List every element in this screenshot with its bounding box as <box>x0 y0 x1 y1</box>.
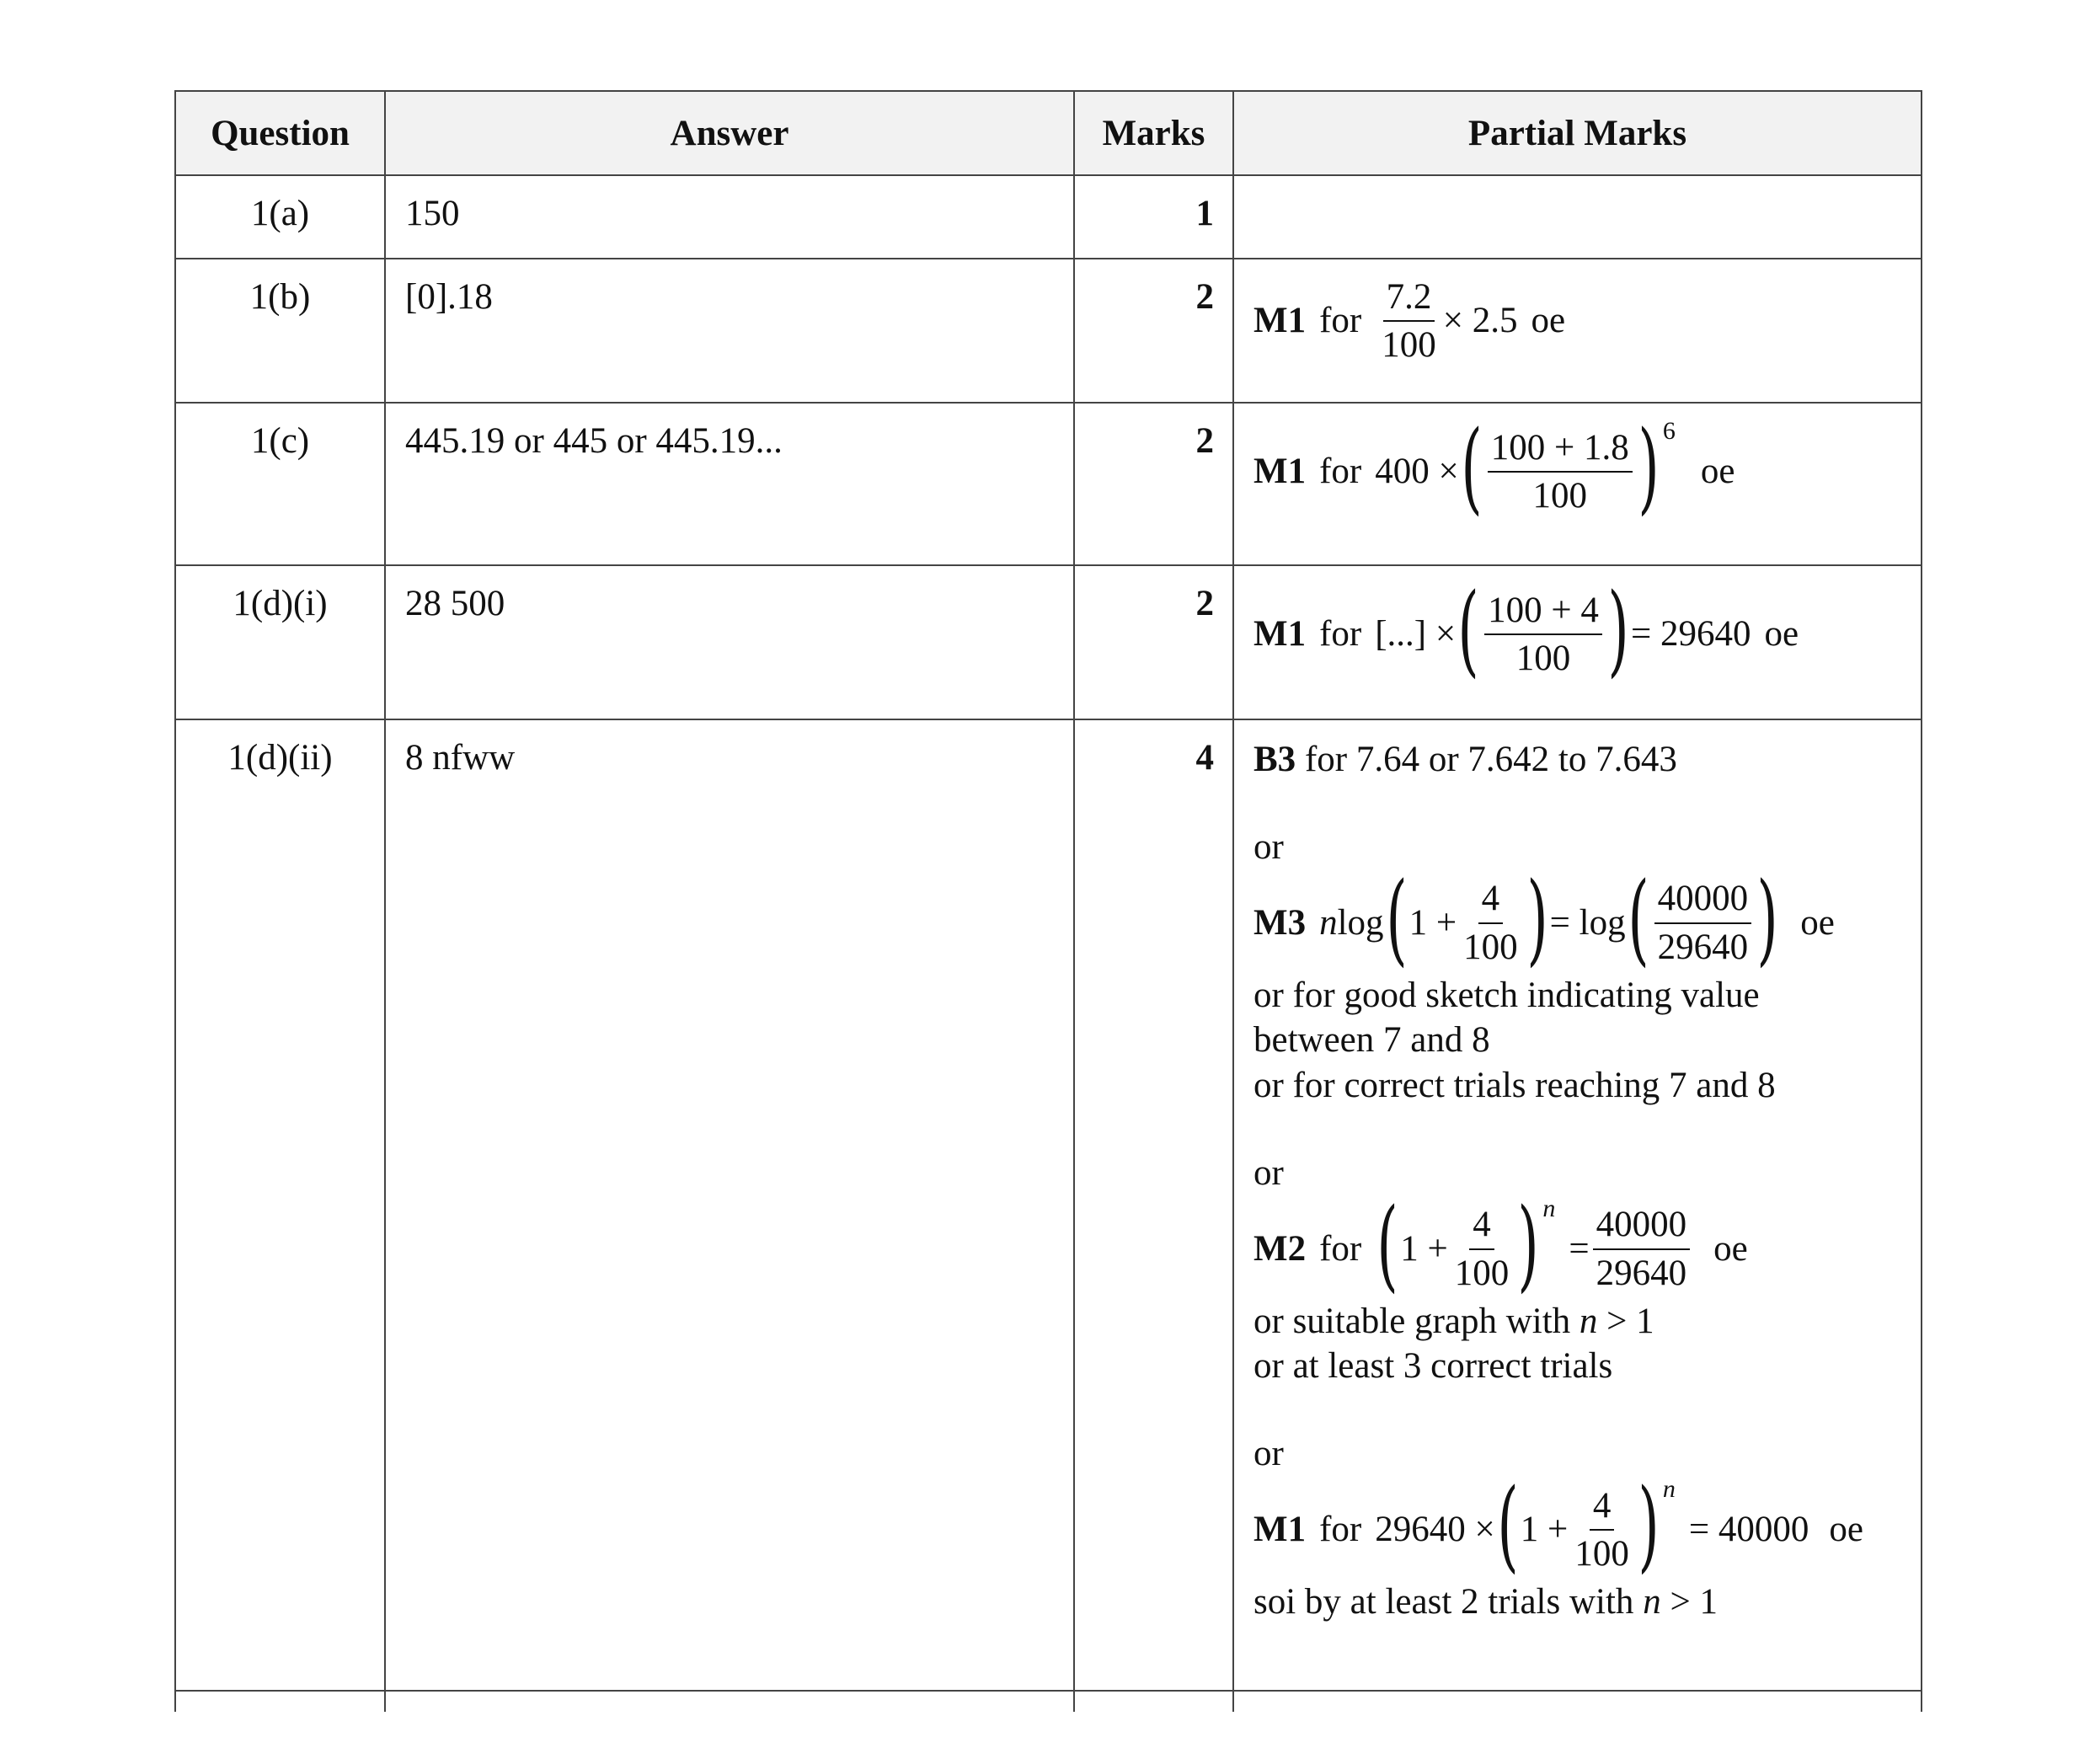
left-parenthesis: ( <box>1461 409 1483 525</box>
table-row-continuation <box>175 1691 1922 1712</box>
variable-n: n <box>1643 1581 1661 1622</box>
empty-cell <box>385 1691 1074 1712</box>
table-row <box>175 175 1922 259</box>
fraction <box>1451 1205 1513 1291</box>
for-word: for <box>1319 452 1362 492</box>
fraction <box>1571 1487 1633 1573</box>
fraction <box>1460 879 1521 965</box>
marks-cell: 2 <box>1074 259 1233 403</box>
fraction-denominator: 100 <box>1574 1533 1629 1574</box>
fraction-denominator: 100 <box>1382 325 1436 366</box>
fraction-numerator: 4 <box>1478 879 1504 923</box>
partial-marks-cell <box>1233 403 1922 565</box>
partial-marks-cell <box>1233 259 1922 403</box>
criterion-line: or at least 3 correct trials <box>1253 1346 1613 1387</box>
oe-label: oe <box>1800 902 1835 943</box>
marks-cell: 2 <box>1074 565 1233 719</box>
question-cell: 1(c) <box>175 403 385 565</box>
mark-code: B3 <box>1253 740 1296 779</box>
or-separator: or <box>1253 1152 1284 1193</box>
left-parenthesis: ( <box>1457 571 1479 687</box>
one-plus: 1 + <box>1520 1510 1569 1550</box>
header-row <box>175 91 1922 175</box>
expression-prefix: [...] × <box>1375 614 1457 655</box>
right-parenthesis: ) <box>1756 859 1778 976</box>
method-mark-expression <box>1253 571 1912 687</box>
m1-expression <box>1253 1466 1912 1583</box>
mark-code: M1 <box>1253 614 1307 655</box>
m2-expression <box>1253 1185 1912 1302</box>
exponent: n <box>1662 1474 1676 1503</box>
criterion-line: or for good sketch indicating value <box>1253 975 1760 1015</box>
marks-cell: 2 <box>1074 403 1233 565</box>
equals-sign: = <box>1569 1228 1590 1269</box>
fraction-denominator: 100 <box>1454 1253 1510 1293</box>
fraction-numerator: 4 <box>1469 1205 1494 1249</box>
table-row <box>175 259 1922 403</box>
mark-code: M2 <box>1253 1228 1307 1269</box>
for-word: for <box>1319 301 1362 341</box>
mark-code: M1 <box>1253 301 1307 341</box>
empty-cell <box>1233 1691 1922 1712</box>
b3-criterion <box>1253 737 1912 783</box>
fraction-denominator: 100 <box>1463 927 1518 967</box>
left-parenthesis: ( <box>1376 1185 1398 1302</box>
empty-cell <box>175 1691 385 1712</box>
criterion-text: for 7.64 or 7.642 to 7.643 <box>1304 740 1677 779</box>
mark-code: M1 <box>1253 452 1307 492</box>
fraction-numerator: 4 <box>1590 1487 1615 1531</box>
header-answer: Answer <box>385 91 1074 175</box>
criterion-text: > 1 <box>1670 1581 1718 1622</box>
partial-marks-cell <box>1233 719 1922 1691</box>
or-separator: or <box>1253 1434 1284 1473</box>
table-row <box>175 565 1922 719</box>
equals-log: = log <box>1549 902 1626 943</box>
fraction-denominator: 100 <box>1515 639 1571 678</box>
expression-rest: = 29640 <box>1630 614 1751 655</box>
fraction <box>1654 879 1752 965</box>
fraction <box>1484 591 1602 677</box>
criterion-line: between 7 and 8 <box>1253 1020 1490 1061</box>
for-word: for <box>1319 614 1362 655</box>
for-word: for <box>1319 1510 1362 1550</box>
answer-cell: 445.19 or 445 or 445.19... <box>385 403 1074 565</box>
marks-cell: 4 <box>1074 719 1233 1691</box>
question-cell: 1(a) <box>175 175 385 259</box>
fraction-numerator: 7.2 <box>1383 278 1435 322</box>
fraction <box>1378 278 1440 364</box>
criterion-line <box>1253 1299 1912 1344</box>
method-mark-expression <box>1253 278 1912 364</box>
fraction-numerator: 100 + 4 <box>1484 591 1602 635</box>
fraction-numerator: 40000 <box>1593 1205 1691 1249</box>
answer-cell: 150 <box>385 175 1074 259</box>
question-cell: 1(b) <box>175 259 385 403</box>
fraction-denominator: 29640 <box>1657 927 1749 967</box>
criterion-text: soi by at least 2 trials with <box>1253 1581 1634 1622</box>
for-word: for <box>1319 1228 1362 1269</box>
question-cell: 1(d)(i) <box>175 565 385 719</box>
criterion-line: or for correct trials reaching 7 and 8 <box>1253 1066 1776 1105</box>
m3-expression <box>1253 859 1912 976</box>
oe-label: oe <box>1829 1510 1863 1550</box>
right-parenthesis: ) <box>1517 1185 1539 1302</box>
left-parenthesis: ( <box>1497 1466 1519 1583</box>
exponent: n <box>1542 1194 1556 1222</box>
expression-prefix: 29640 × <box>1375 1510 1495 1550</box>
expression-rest: × 2.5 <box>1442 301 1518 341</box>
oe-label: oe <box>1700 452 1735 492</box>
left-parenthesis: ( <box>1627 859 1649 976</box>
partial-marks-cell <box>1233 565 1922 719</box>
answer-cell: [0].18 <box>385 259 1074 403</box>
header-marks: Marks <box>1074 91 1233 175</box>
oe-label: oe <box>1531 301 1566 341</box>
expression-rest: = 40000 <box>1688 1510 1809 1550</box>
mark-code: M1 <box>1253 1510 1307 1550</box>
header-question: Question <box>175 91 385 175</box>
mark-scheme-table <box>174 90 1922 1712</box>
fraction-numerator: 40000 <box>1654 879 1752 923</box>
fraction-denominator: 100 <box>1532 476 1588 516</box>
oe-label: oe <box>1713 1228 1748 1269</box>
one-plus: 1 + <box>1400 1228 1448 1269</box>
answer-cell: 28 500 <box>385 565 1074 719</box>
partial-marks-cell <box>1233 175 1922 259</box>
question-cell: 1(d)(ii) <box>175 719 385 1691</box>
right-parenthesis: ) <box>1638 409 1660 525</box>
answer-cell: 8 nfww <box>385 719 1074 1691</box>
expression-prefix: 400 × <box>1375 452 1459 492</box>
fraction <box>1488 429 1633 515</box>
right-parenthesis: ) <box>1526 859 1548 976</box>
log-word: log <box>1337 902 1384 943</box>
marks-cell: 1 <box>1074 175 1233 259</box>
table-row <box>175 719 1922 1691</box>
header-partial-marks: Partial Marks <box>1233 91 1922 175</box>
variable-n: n <box>1579 1301 1598 1341</box>
variable-n: n <box>1319 902 1338 943</box>
right-parenthesis: ) <box>1607 571 1629 687</box>
criterion-text: > 1 <box>1606 1301 1654 1341</box>
mark-code: M3 <box>1253 902 1307 943</box>
fraction-numerator: 100 + 1.8 <box>1488 429 1633 473</box>
left-parenthesis: ( <box>1385 859 1408 976</box>
fraction-denominator: 29640 <box>1596 1253 1687 1293</box>
oe-label: oe <box>1764 614 1799 655</box>
criterion-line <box>1253 1580 1912 1625</box>
criterion-text: or suitable graph with <box>1253 1301 1571 1341</box>
fraction <box>1593 1205 1691 1291</box>
one-plus: 1 + <box>1408 902 1457 943</box>
exponent: 6 <box>1662 417 1676 445</box>
right-parenthesis: ) <box>1638 1466 1660 1583</box>
or-separator: or <box>1253 826 1284 867</box>
empty-cell <box>1074 1691 1233 1712</box>
method-mark-expression <box>1253 409 1912 525</box>
table-row <box>175 403 1922 565</box>
